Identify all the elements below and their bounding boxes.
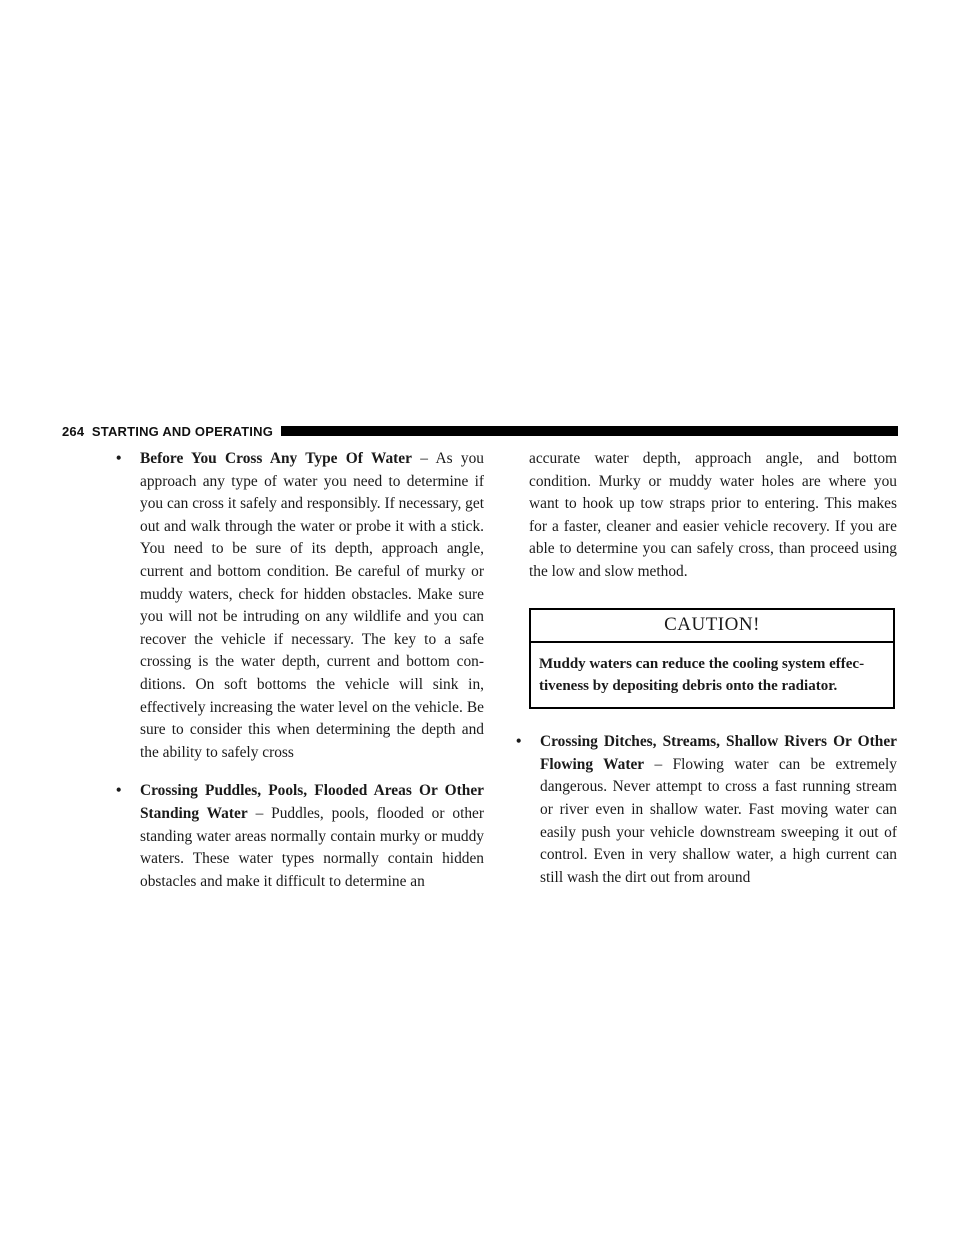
page-header — [62, 421, 898, 441]
bullet-symbol: • — [116, 450, 122, 467]
bullet-item — [116, 780, 484, 893]
bullet-body: – As you approach any type of water you need to determine if you can cross it safely and responsibly. If necessary, get out and walk through the water or probe it with a stick. You need to be sure of its depth, approach angle, current and bottom condition. Be careful of murky or muddy waters, check for hidden obstacles. Make sure you will not be intruding on any wildlife and you can recover the vehicle if necessary. The key to a safe crossing is the water depth, current and bottom con- ditions. On soft bottoms the vehicle will sink in, effectively increasing the water level on the vehicle. Be sure to consider this when determining the depth and the ability to safely cross — [140, 450, 484, 761]
bullet-item — [116, 448, 484, 764]
left-column — [116, 448, 484, 909]
bullet-symbol: • — [116, 782, 122, 800]
bullet-title: Before You Cross Any Type Of Water — [140, 450, 412, 467]
bullet-body: – Flowing water can be extremely dangerous. Never attempt to cross a fast running stream or river even in shallow water. Fast moving water can easily push your vehicle downstream sweeping it out of control. Even in very shallow water, a high current can still wash the dirt out from around — [540, 755, 897, 886]
bullet-item — [516, 731, 897, 889]
section-title: STARTING AND OPERATING — [91, 423, 274, 439]
header-rule — [281, 426, 898, 436]
continued-paragraph: accurate water depth, approach angle, and bottom condition. Murky or muddy water holes are where you want to hook up tow straps prior to entering. This makes for a faster, cleaner and easier vehicle recovery. If you are able to determine you can safely cross, than proceed using the low and slow method. — [529, 450, 897, 580]
bullet-title: Crossing Puddles, Pools, Flooded Areas Or Other Standing Water — [140, 782, 484, 822]
caution-text: Muddy waters can reduce the cooling system effec- tiveness by depositing debris onto the radiator. — [539, 656, 865, 695]
caution-heading: CAUTION! — [531, 610, 893, 644]
page-header-text — [62, 424, 273, 439]
page-number: 264 — [62, 423, 85, 439]
bullet-symbol: • — [516, 733, 522, 751]
right-column — [516, 448, 897, 905]
bullet-body: – Puddles, pools, flooded or other standing water areas normally contain murky or muddy waters. These water types normally contain hidden obstacles and make it difficult to determine an — [140, 804, 484, 890]
bullet-title: Crossing Ditches, Streams, Shallow Rivers Or Other Flowing Water — [540, 733, 897, 773]
caution-box — [529, 608, 895, 710]
